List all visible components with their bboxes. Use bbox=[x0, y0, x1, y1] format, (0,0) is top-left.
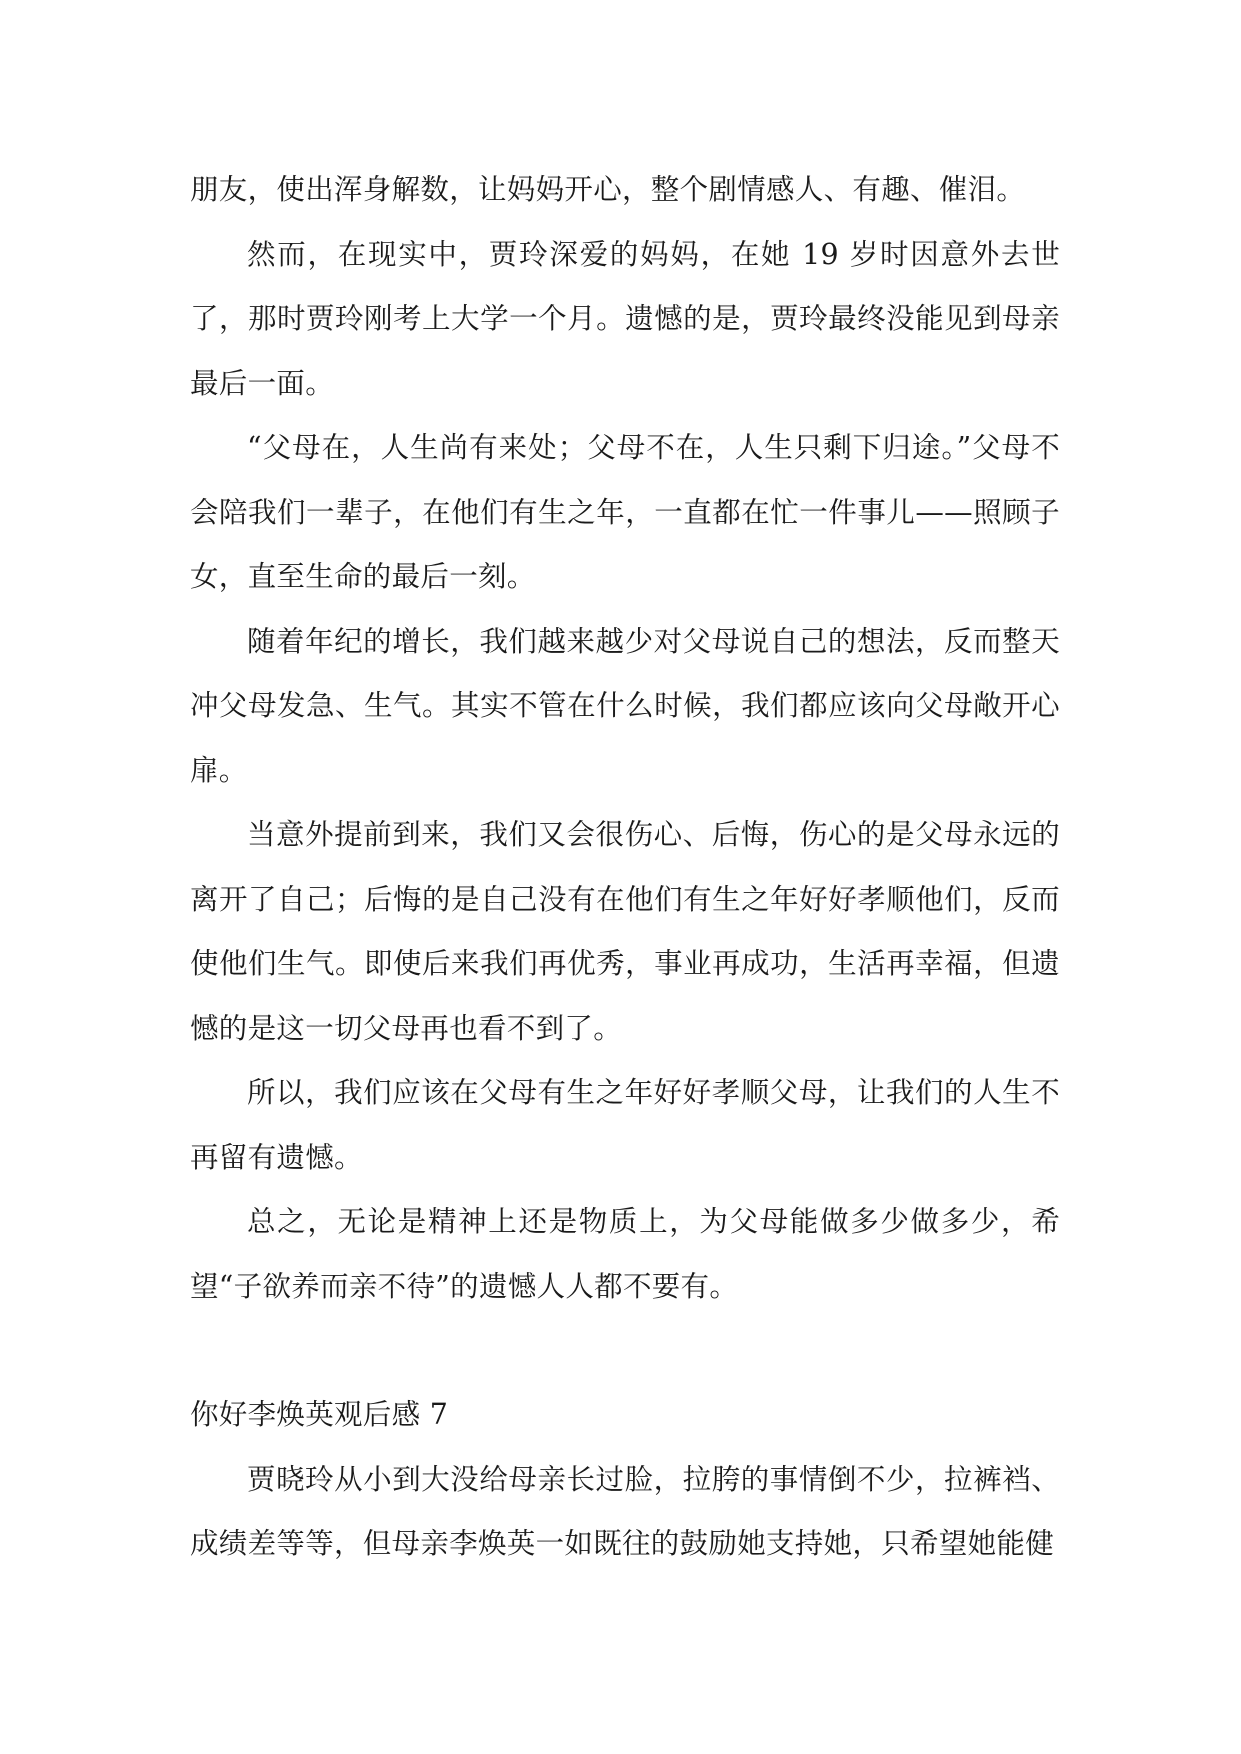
paragraph: 随着年纪的增长，我们越来越少对父母说自己的想法，反而整天冲父母发急、生气。其实不管在什么时候，我们都应该向父母敞开心扉。 bbox=[190, 624, 1060, 787]
paragraph-quote: “父母在，人生尚有来处；父母不在，人生只剩下归途。”父母不会陪我们一辈子，在他们有生之年，一直都在忙一件事儿——照顾子女，直至生命的最后一刻。 bbox=[190, 431, 1060, 593]
paragraph: 然而，在现实中，贾玲深爱的妈妈，在她 19 岁时因意外去世了，那时贾玲刚考上大学一个月。遗憾的是，贾玲最终没能见到母亲最后一面。 bbox=[190, 237, 1060, 400]
paragraph: 当意外提前到来，我们又会很伤心、后悔，伤心的是父母永远的离开了自己；后悔的是自己没有在他们有生之年好好孝顺他们，反而使他们生气。即使后来我们再优秀，事业再成功，生活再幸福，但遗憾的是这一切父母再也看不到了。 bbox=[190, 818, 1060, 1045]
paragraph: 总之，无论是精神上还是物质上，为父母能做多少做多少，希望“子欲养而亲不待”的遗憾人人都不要有。 bbox=[190, 1205, 1060, 1303]
document-page bbox=[190, 158, 1060, 1577]
section-title: 你好李焕英观后感 7 bbox=[190, 1398, 449, 1431]
paragraph-continuation: 朋友，使出浑身解数，让妈妈开心，整个剧情感人、有趣、催泪。 bbox=[190, 173, 1026, 206]
paragraph: 所以，我们应该在父母有生之年好好孝顺父母，让我们的人生不再留有遗憾。 bbox=[190, 1076, 1060, 1174]
paragraph: 贾晓玲从小到大没给母亲长过脸，拉胯的事情倒不少，拉裤裆、成绩差等等，但母亲李焕英一如既往的鼓励她支持她，只希望她能健 bbox=[190, 1462, 1060, 1560]
